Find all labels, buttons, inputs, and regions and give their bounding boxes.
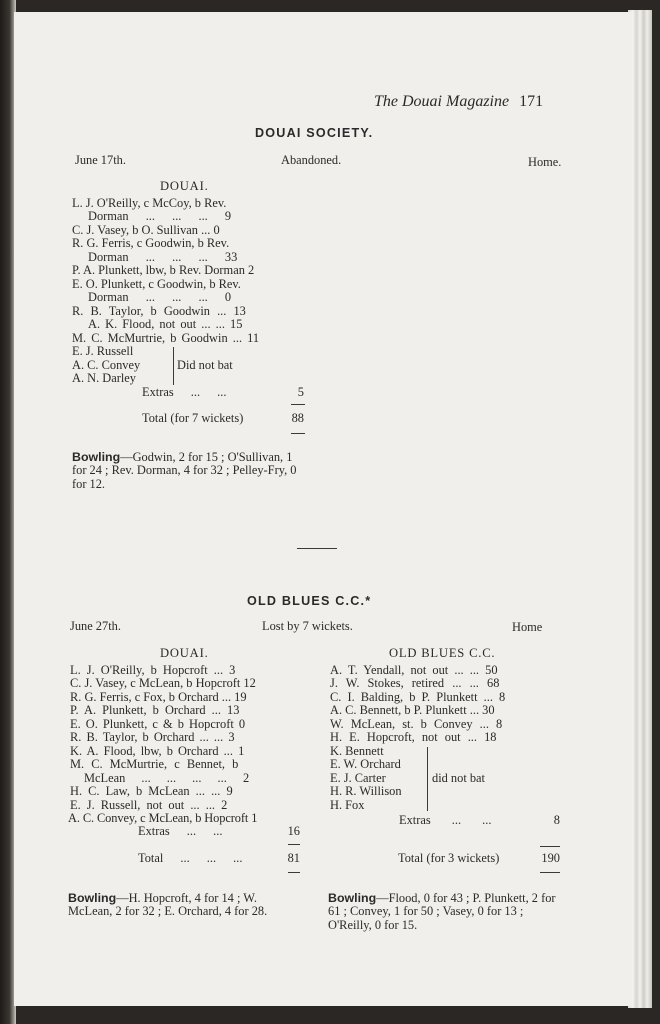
match1-date: June 17th.	[75, 153, 126, 167]
batting-line: E. J. Russell, not out ... ... 2	[70, 798, 228, 812]
match2-result: Lost by 7 wickets.	[262, 619, 353, 633]
dnb-player: A. N. Darley	[72, 371, 136, 385]
batting-line: C. J. Vasey, b O. Sullivan ... 0	[72, 223, 220, 237]
match2-left-bowling	[68, 892, 304, 919]
batting-line: M. C. McMurtrie, b Goodwin ... 11	[72, 331, 260, 345]
batting-line: W. McLean, st. b Convey ... 8	[330, 717, 503, 731]
batting-line: Dorman ... ... ... 33	[88, 250, 238, 264]
batting-line: M. C. McMurtrie, c Bennet, b	[70, 757, 239, 771]
batting-line: Dorman ... ... ... 9	[88, 209, 232, 223]
bowling-text: —H. Hopcroft, 4 for 14 ; W. McLean, 2 for 32 ; E. Orchard, 4 for 28.	[68, 891, 268, 919]
match2-title: OLD BLUES C.C.*	[247, 594, 372, 608]
bowling-label: Bowling	[72, 450, 121, 464]
match2-venue: Home	[512, 620, 543, 634]
divider-rule	[540, 846, 560, 847]
batting-line: R. B. Taylor, b Orchard ... ... 3	[70, 730, 235, 744]
batting-line: C. I. Balding, b P. Plunkett ... 8	[330, 690, 506, 704]
batting-line: A. T. Yendall, not out ... ... 50	[330, 663, 498, 677]
dnb-player: E. J. Russell	[72, 344, 134, 358]
match2-left-extras-label: Extras ... ...	[138, 824, 223, 838]
batting-line: R. B. Taylor, b Goodwin ... 13	[72, 304, 246, 318]
brace-icon	[420, 747, 428, 811]
section-divider	[297, 548, 337, 549]
dnb-player: A. C. Convey	[72, 358, 141, 372]
match1-total-label: Total (for 7 wickets)	[142, 411, 244, 425]
match2-right-extras-label: Extras ... ...	[399, 813, 492, 827]
batting-line: L. J. O'Reilly, b Hopcroft ... 3	[70, 663, 236, 677]
dnb-player: H. Fox	[330, 798, 365, 812]
did-not-bat-label: Did not bat	[177, 358, 233, 372]
batting-line: A. C. Convey, c McLean, b Hopcroft 1	[68, 811, 258, 825]
match1-bowling	[72, 451, 304, 491]
dnb-player: E. J. Carter	[330, 771, 386, 785]
batting-line: H. E. Hopcroft, not out ... 18	[330, 730, 497, 744]
batting-line: K. A. Flood, lbw, b Orchard ... 1	[70, 744, 245, 758]
match1-extras-label: Extras ... ...	[142, 385, 227, 399]
match2-date: June 27th.	[70, 619, 121, 633]
batting-line: P. A. Plunkett, lbw, b Rev. Dorman 2	[72, 263, 255, 277]
match2-right-extras-value: 8	[553, 813, 560, 827]
dnb-player: H. R. Willison	[330, 784, 402, 798]
running-header	[374, 93, 543, 111]
match1-team-heading: DOUAI.	[160, 179, 209, 193]
match2-left-extras-value: 16	[287, 824, 300, 838]
batting-line: A. K. Flood, not out ... ... 15	[88, 317, 243, 331]
batting-line: E. O. Plunkett, c & b Hopcroft 0	[70, 717, 246, 731]
match2-left-total-label: Total ... ... ...	[138, 851, 243, 865]
divider-rule	[291, 433, 305, 434]
dnb-player: K. Bennett	[330, 744, 384, 758]
bowling-label: Bowling	[68, 891, 117, 905]
batting-line: E. O. Plunkett, c Goodwin, b Rev.	[72, 277, 241, 291]
batting-line: McLean ... ... ... ... 2	[84, 771, 250, 785]
bowling-text: —Flood, 0 for 43 ; P. Plunkett, 2 for 61 ; Convey, 1 for 50 ; Vasey, 0 for 13 ; O'Reilly, 0 for 15.	[328, 891, 556, 932]
batting-line: H. C. Law, b McLean ... ... 9	[70, 784, 233, 798]
batting-line: A. C. Bennett, b P. Plunkett ... 30	[330, 703, 495, 717]
batting-line: J. W. Stokes, retired ... ... 68	[330, 676, 500, 690]
brace-icon	[166, 347, 174, 385]
match1-title: DOUAI SOCIETY.	[255, 126, 374, 140]
match2-right-total-value: 190	[541, 851, 560, 865]
bowling-label: Bowling	[328, 891, 377, 905]
batting-line: L. J. O'Reilly, c McCoy, b Rev.	[72, 196, 227, 210]
magazine-title: The Douai Magazine	[374, 93, 510, 110]
match1-extras-value: 5	[297, 385, 304, 399]
match2-right-heading: OLD BLUES C.C.	[389, 646, 496, 660]
magazine-page	[14, 12, 632, 1006]
batting-line: R. G. Ferris, c Fox, b Orchard ... 19	[70, 690, 247, 704]
dnb-player: E. W. Orchard	[330, 757, 401, 771]
match2-right-total-label: Total (for 3 wickets)	[398, 851, 500, 865]
page-number: 171	[519, 93, 544, 110]
batting-line: P. A. Plunkett, b Orchard ... 13	[70, 703, 240, 717]
divider-rule	[288, 844, 300, 845]
match2-right-bowling	[328, 892, 562, 932]
match2-left-heading: DOUAI.	[160, 646, 209, 660]
batting-line: R. G. Ferris, c Goodwin, b Rev.	[72, 236, 230, 250]
divider-rule	[291, 404, 305, 405]
did-not-bat-label: did not bat	[432, 771, 485, 785]
divider-rule	[288, 872, 300, 873]
match1-result: Abandoned.	[281, 153, 342, 167]
batting-line: C. J. Vasey, c McLean, b Hopcroft 12	[70, 676, 256, 690]
batting-line: Dorman ... ... ... 0	[88, 290, 232, 304]
match2-left-total-value: 81	[287, 851, 300, 865]
divider-rule	[540, 872, 560, 873]
match1-total-value: 88	[291, 411, 304, 425]
match1-venue: Home.	[528, 155, 562, 169]
bowling-text: —Godwin, 2 for 15 ; O'Sullivan, 1 for 24 ; Rev. Dorman, 4 for 32 ; Pelley-Fry, 0 for 12.	[72, 450, 297, 491]
